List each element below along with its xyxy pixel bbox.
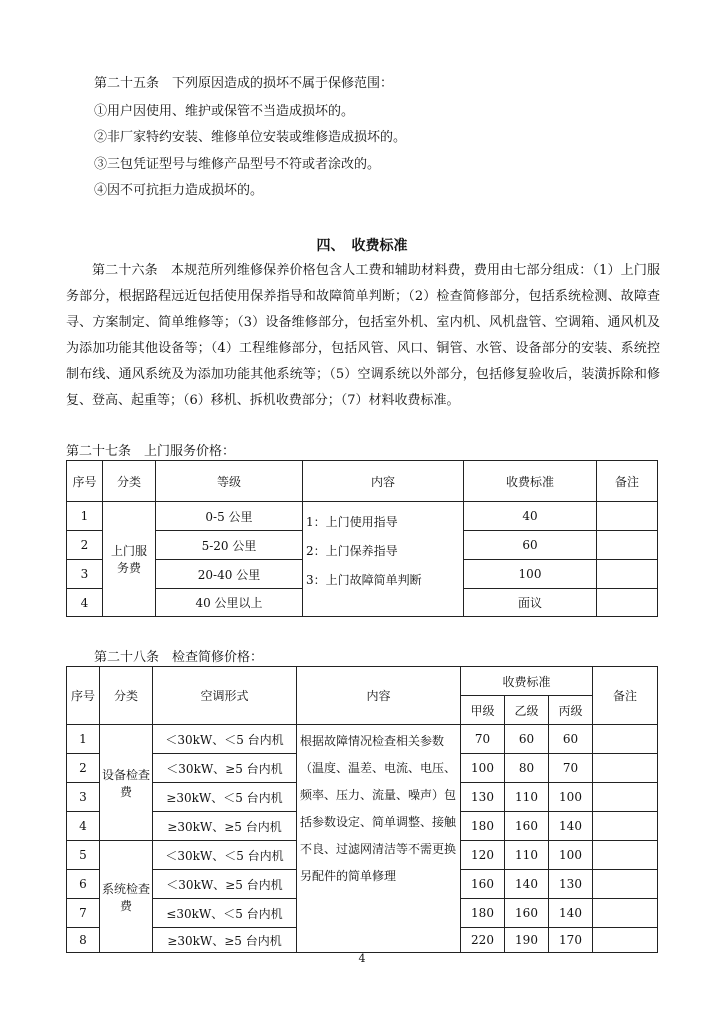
content-cell: 根据故障情况检查相关参数（温度、温差、电流、电压、频率、压力、流量、噪声）包括参数设定、简单调整、接触不良、过滤网清洁等不需更换另配件的简单修理 (297, 725, 461, 953)
grade-header: 甲级 (461, 696, 505, 725)
article-25-item: ③三包凭证型号与维修产品型号不符或者涂改的。 (94, 157, 381, 172)
form-cell: ≥30kW、≥5 台内机 (153, 928, 297, 953)
content-line: 2：上门保养指导 (306, 544, 398, 558)
form-cell: ＜30kW、＜5 台内机 (153, 725, 297, 754)
row-number: 3 (67, 783, 100, 812)
service-price-table (66, 460, 658, 617)
fee-a: 100 (461, 754, 505, 783)
form-cell: ≥30kW、≥5 台内机 (153, 812, 297, 841)
fee-b: 160 (505, 899, 549, 928)
article-25-item: ①用户因使用、维护或保管不当造成损坏的。 (94, 104, 355, 119)
header-cell: 收费标准 (464, 461, 597, 502)
level-cell: 40 公里以上 (156, 589, 303, 617)
form-cell: ＜30kW、＜5 台内机 (153, 841, 297, 870)
remark-cell (593, 725, 658, 754)
fee-b: 190 (505, 928, 549, 953)
row-number: 2 (67, 531, 103, 560)
header-cell: 内容 (297, 667, 461, 725)
row-number: 8 (67, 928, 100, 953)
fee-b: 140 (505, 870, 549, 899)
fee-cell: 面议 (464, 589, 597, 617)
header-cell: 内容 (303, 461, 464, 502)
remark-cell (597, 560, 658, 589)
form-cell: ≥30kW、＜5 台内机 (153, 783, 297, 812)
remark-cell (593, 812, 658, 841)
header-cell: 分类 (103, 461, 156, 502)
fee-c: 70 (549, 754, 593, 783)
article-26-paragraph: 第二十六条 本规范所列维修保养价格包含人工费和辅助材料费，费用由七部分组成：（1）上门服务部分，根据路程远近包括使用保养指导和故障简单判断；（2）检查简修部分，包括系统检测、故障查寻、方案制定、简单维修等；（3）设备维修部分，包括室外机、室内机、风机盘管、空调箱、通风机及为添加功能其他设备等；（4）工程维修部分，包括风管、风口、铜管、水管、设备部分的安装、系统控制布线、通风系统及为添加功能其他系统等；（5）空调系统以外部分，包括修复验收后，装潢拆除和修复、登高、起重等；（6）移机、拆机收费部分；（7）材料收费标准。 (66, 263, 660, 408)
article-28-title: 第二十八条 检查简修价格： (94, 650, 264, 665)
fee-cell: 100 (464, 560, 597, 589)
header-cell: 序号 (67, 667, 100, 725)
form-cell: ＜30kW、≥5 台内机 (153, 870, 297, 899)
row-number: 5 (67, 841, 100, 870)
article-27-title: 第二十七条 上门服务价格： (66, 444, 236, 459)
fee-cell: 60 (464, 531, 597, 560)
row-number: 7 (67, 899, 100, 928)
grade-header: 乙级 (505, 696, 549, 725)
remark-cell (593, 928, 658, 953)
fee-c: 170 (549, 928, 593, 953)
fee-b: 60 (505, 725, 549, 754)
fee-a: 120 (461, 841, 505, 870)
header-cell: 序号 (67, 461, 103, 502)
row-number: 2 (67, 754, 100, 783)
remark-cell (597, 589, 658, 617)
content-cell (303, 502, 464, 617)
level-cell: 20-40 公里 (156, 560, 303, 589)
row-number: 1 (67, 502, 103, 531)
article-25-title: 第二十五条 下列原因造成的损坏不属于保修范围： (94, 76, 394, 91)
fee-b: 80 (505, 754, 549, 783)
header-cell: 备注 (593, 667, 658, 725)
grade-header: 丙级 (549, 696, 593, 725)
remark-cell (593, 899, 658, 928)
remark-cell (593, 870, 658, 899)
inspection-price-table (66, 666, 658, 953)
fee-a: 70 (461, 725, 505, 754)
fee-c: 130 (549, 870, 593, 899)
remark-cell (597, 531, 658, 560)
form-cell: ≤30kW、＜5 台内机 (153, 899, 297, 928)
level-cell: 5-20 公里 (156, 531, 303, 560)
row-number: 6 (67, 870, 100, 899)
fee-c: 100 (549, 783, 593, 812)
header-cell: 分类 (100, 667, 153, 725)
fee-b: 160 (505, 812, 549, 841)
article-25-item: ②非厂家特约安装、维修单位安装或维修造成损坏的。 (94, 130, 407, 145)
fee-a: 180 (461, 812, 505, 841)
category-cell: 上门服务费 (103, 502, 156, 617)
category-cell: 设备检查费 (100, 725, 153, 841)
section-heading: 四、 收费标准 (316, 238, 408, 254)
form-cell: ＜30kW、≥5 台内机 (153, 754, 297, 783)
fee-cell: 40 (464, 502, 597, 531)
content-line: 1：上门使用指导 (306, 515, 398, 529)
category-cell: 系统检查费 (100, 841, 153, 953)
fee-b: 110 (505, 783, 549, 812)
header-cell: 等级 (156, 461, 303, 502)
fee-c: 140 (549, 812, 593, 841)
remark-cell (593, 841, 658, 870)
page-number: 4 (358, 952, 366, 965)
header-cell: 收费标准 (461, 667, 593, 696)
header-cell: 备注 (597, 461, 658, 502)
row-number: 3 (67, 560, 103, 589)
fee-a: 180 (461, 899, 505, 928)
row-number: 1 (67, 725, 100, 754)
row-number: 4 (67, 812, 100, 841)
content-line: 3：上门故障简单判断 (306, 573, 422, 587)
header-cell: 空调形式 (153, 667, 297, 725)
article-25-item: ④因不可抗拒力造成损坏的。 (94, 183, 264, 198)
row-number: 4 (67, 589, 103, 617)
level-cell: 0-5 公里 (156, 502, 303, 531)
fee-c: 140 (549, 899, 593, 928)
remark-cell (593, 783, 658, 812)
remark-cell (597, 502, 658, 531)
fee-a: 160 (461, 870, 505, 899)
remark-cell (593, 754, 658, 783)
fee-c: 100 (549, 841, 593, 870)
fee-b: 110 (505, 841, 549, 870)
fee-c: 60 (549, 725, 593, 754)
fee-a: 220 (461, 928, 505, 953)
fee-a: 130 (461, 783, 505, 812)
